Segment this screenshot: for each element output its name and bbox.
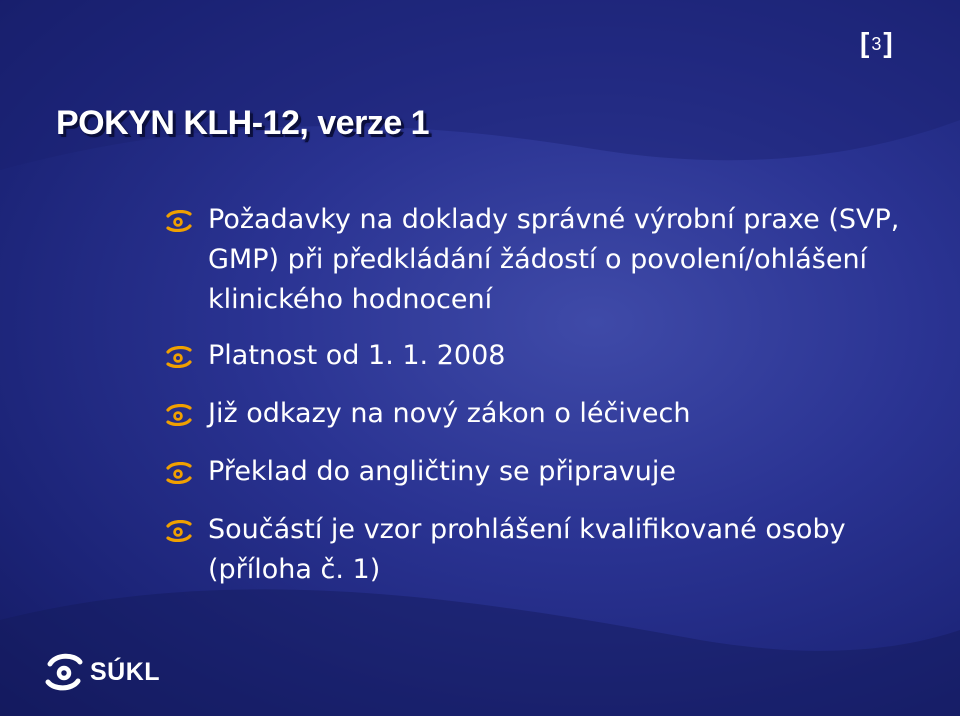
sukl-swirl-icon	[164, 346, 194, 368]
bullet-item	[164, 452, 934, 492]
logo-text: SÚKL	[90, 657, 161, 686]
sukl-swirl-icon	[164, 404, 194, 426]
sukl-swirl-icon	[164, 520, 194, 542]
bullet-item	[164, 510, 934, 590]
bullet-item	[164, 336, 934, 376]
bullet-item	[164, 394, 934, 434]
bullet-list	[164, 200, 934, 590]
page-number: [ 3]	[860, 27, 893, 58]
slide-title: POKYN KLH-12, verze 1	[56, 104, 430, 142]
sukl-logo-icon	[44, 652, 84, 692]
sukl-logo	[44, 650, 160, 694]
bullet-text: Překlad do angličtiny se připravuje	[208, 456, 676, 487]
bullet-text: Již odkazy na nový zákon o léčivech	[208, 398, 691, 429]
bullet-text: Platnost od 1. 1. 2008	[208, 340, 506, 371]
bullet-item	[164, 200, 934, 320]
bullet-text: Požadavky na doklady správné výrobní praxe (SVP, GMP) při předkládání žádostí o povolení/ohlášení klinického hodnocení	[208, 204, 900, 315]
sukl-swirl-icon	[164, 210, 194, 232]
page-number-value: 3	[871, 34, 882, 54]
sukl-swirl-icon	[164, 462, 194, 484]
bullet-text: Součástí je vzor prohlášení kvalifikované osoby (příloha č. 1)	[208, 514, 846, 585]
